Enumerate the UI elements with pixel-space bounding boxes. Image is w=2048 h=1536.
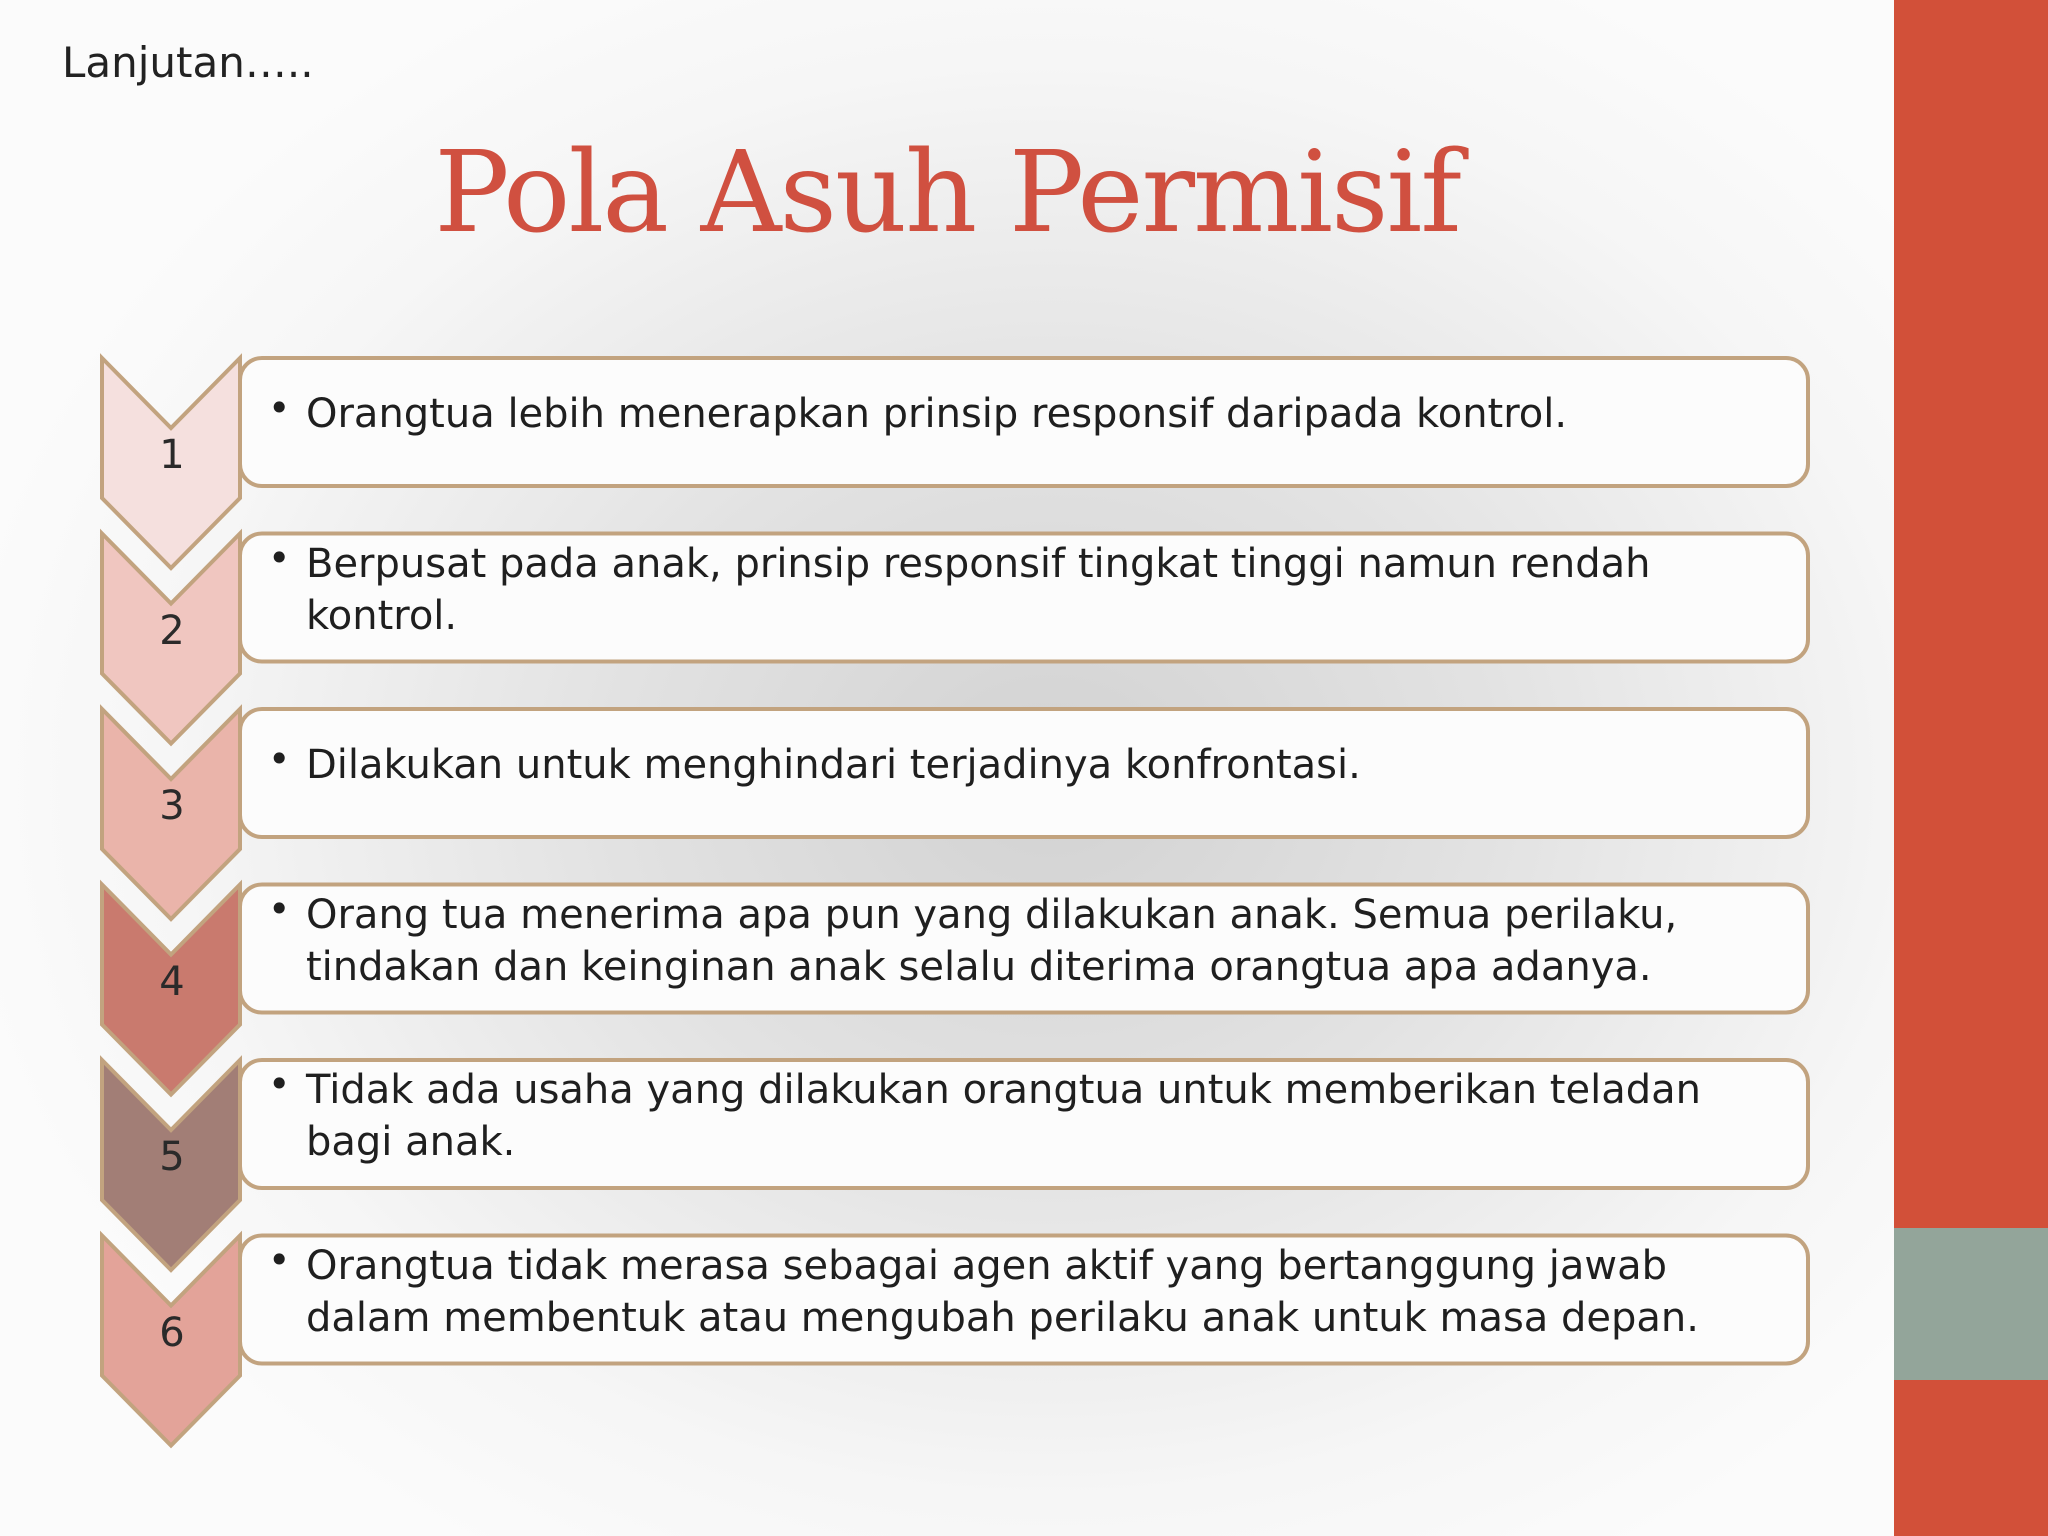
step-bullet-row bbox=[268, 737, 1776, 791]
page-title: Pola Asuh Permisif bbox=[434, 128, 1460, 258]
step-text: Dilakukan untuk menghindari terjadinya konfrontasi. bbox=[306, 742, 1361, 788]
bullet-dot-icon: • bbox=[268, 1237, 291, 1282]
bullet-dot-icon: • bbox=[268, 1062, 291, 1106]
step-text: Orangtua lebih menerapkan prinsip responsif daripada kontrol. bbox=[306, 391, 1568, 437]
step-text-container bbox=[268, 711, 1776, 819]
step-bullet-row bbox=[268, 886, 1776, 993]
accent-bar-bottom bbox=[1894, 1380, 2048, 1536]
step-text: Orang tua menerima apa pun yang dilakukan anak. Semua perilaku, tindakan dan keinginan anak selalu diterima orangtua apa adanya. bbox=[306, 891, 1678, 990]
step-text-container bbox=[268, 1237, 1776, 1346]
accent-bar-top bbox=[1894, 0, 2048, 1228]
right-accent-bar bbox=[1894, 0, 2048, 1536]
step-bullet-row bbox=[268, 1062, 1776, 1168]
step-number: 1 bbox=[159, 432, 185, 478]
step-text-container bbox=[268, 886, 1776, 995]
bullet-dot-icon: • bbox=[268, 386, 291, 430]
step-number: 6 bbox=[159, 1309, 185, 1356]
step-text: Berpusat pada anak, prinsip responsif tingkat tinggi namun rendah kontrol. bbox=[306, 540, 1651, 639]
step-text-container bbox=[268, 360, 1776, 468]
step-bullet-row bbox=[268, 386, 1776, 440]
step-number: 3 bbox=[159, 783, 185, 829]
step-text-container bbox=[268, 1062, 1776, 1170]
bullet-dot-icon: • bbox=[268, 535, 291, 580]
step-number: 5 bbox=[159, 1134, 185, 1180]
accent-bar-middle bbox=[1894, 1228, 2048, 1380]
continuation-label: Lanjutan….. bbox=[62, 38, 314, 87]
step-text: Tidak ada usaha yang dilakukan orangtua untuk memberikan teladan bagi anak. bbox=[306, 1067, 1701, 1165]
step-number: 2 bbox=[159, 607, 185, 654]
bullet-dot-icon: • bbox=[268, 886, 291, 931]
step-text: Orangtua tidak merasa sebagai agen aktif yang bertanggung jawab dalam membentuk atau mengubah perilaku anak untuk masa depan. bbox=[306, 1242, 1699, 1341]
bullet-dot-icon: • bbox=[268, 737, 291, 781]
step-number: 4 bbox=[159, 958, 185, 1005]
step-bullet-row bbox=[268, 1237, 1776, 1344]
step-bullet-row bbox=[268, 535, 1776, 642]
step-text-container bbox=[268, 535, 1776, 644]
